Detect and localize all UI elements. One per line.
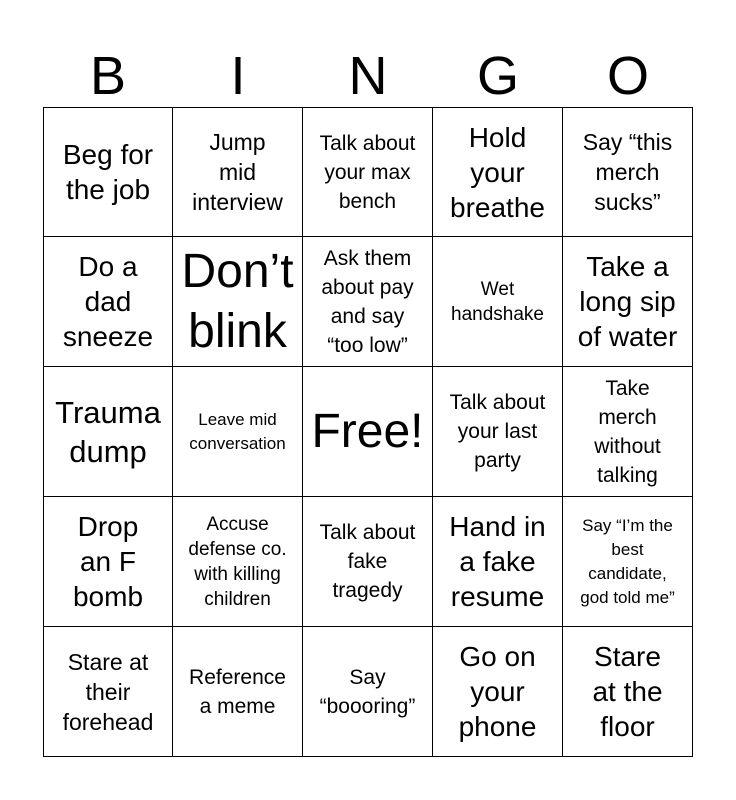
bingo-cell-r5-c3[interactable]	[303, 627, 433, 757]
bingo-cell-r2-c4[interactable]	[433, 237, 563, 367]
bingo-cell-r4-c5[interactable]	[563, 497, 693, 627]
bingo-cell-r5-c1[interactable]	[44, 627, 173, 757]
bingo-cell-r4-c4[interactable]	[433, 497, 563, 627]
bingo-cell-r5-c2[interactable]	[173, 627, 303, 757]
bingo-cell-text: Talk about fake tragedy	[319, 521, 416, 602]
bingo-cell-text: Wet handshake	[451, 278, 544, 325]
bingo-cell-text: Drop an F bomb	[72, 511, 144, 612]
bingo-cell-text: Take merch without talking	[594, 376, 661, 487]
bingo-cell-text: Free!	[311, 404, 424, 458]
bingo-cell-r3-c5[interactable]	[563, 367, 693, 497]
header-letter-b: B	[89, 46, 127, 106]
bingo-cell-text: Hold your breathe	[450, 121, 545, 223]
bingo-cell-r2-c5[interactable]	[563, 237, 693, 367]
bingo-cell-text: Ask them about pay and say “too low”	[321, 246, 414, 357]
bingo-cell-r3-c4[interactable]	[433, 367, 563, 497]
bingo-cell-text: Do a dad sneeze	[62, 251, 154, 352]
bingo-cell-text: Don’t blink	[181, 244, 294, 358]
bingo-cell-r5-c5[interactable]	[563, 627, 693, 757]
bingo-board	[43, 107, 693, 757]
bingo-cell-text: Say “I’m the best candidate, god told me”	[580, 515, 675, 607]
bingo-header	[43, 44, 693, 108]
bingo-cell-text: Stare at the floor	[592, 641, 663, 742]
bingo-cell-text: Accuse defense co. with killing children	[188, 513, 287, 610]
bingo-cell-r1-c1[interactable]	[44, 108, 173, 237]
bingo-cell-r4-c3[interactable]	[303, 497, 433, 627]
bingo-cell-text: Take a long sip of water	[577, 251, 678, 352]
bingo-cell-text: Jump mid interview	[192, 129, 283, 215]
header-letter-o: O	[606, 46, 649, 106]
bingo-cell-r5-c4[interactable]	[433, 627, 563, 757]
bingo-cell-text: Say “boooring”	[319, 665, 416, 718]
bingo-cell-r1-c2[interactable]	[173, 108, 303, 237]
bingo-cell-r3-c3[interactable]	[303, 367, 433, 497]
bingo-cell-text: Reference a meme	[189, 665, 286, 718]
bingo-cell-text: Hand in a fake resume	[449, 511, 546, 612]
bingo-cell-text: Talk about your max bench	[319, 131, 416, 213]
bingo-cell-text: Leave mid conversation	[189, 409, 286, 453]
bingo-cell-text: Go on your phone	[458, 641, 537, 742]
bingo-cell-text: Say “this merch sucks”	[582, 129, 673, 215]
bingo-cell-r1-c4[interactable]	[433, 108, 563, 237]
bingo-cell-text: Stare at their forehead	[62, 648, 154, 735]
bingo-cell-r3-c2[interactable]	[173, 367, 303, 497]
bingo-cell-r3-c1[interactable]	[44, 367, 173, 497]
bingo-cell-r2-c2[interactable]	[173, 237, 303, 367]
bingo-cell-text: Beg for the job	[62, 139, 154, 205]
bingo-cell-r2-c1[interactable]	[44, 237, 173, 367]
bingo-cell-r1-c5[interactable]	[563, 108, 693, 237]
bingo-cell-r4-c1[interactable]	[44, 497, 173, 627]
bingo-cell-r4-c2[interactable]	[173, 497, 303, 627]
bingo-cell-r1-c3[interactable]	[303, 108, 433, 237]
bingo-cell-text: Trauma dump	[55, 394, 161, 469]
header-letter-g: G	[476, 46, 519, 106]
header-letter-i: I	[230, 46, 246, 106]
bingo-cell-text: Talk about your last party	[449, 391, 546, 472]
header-letter-n: N	[348, 46, 388, 106]
bingo-cell-r2-c3[interactable]	[303, 237, 433, 367]
